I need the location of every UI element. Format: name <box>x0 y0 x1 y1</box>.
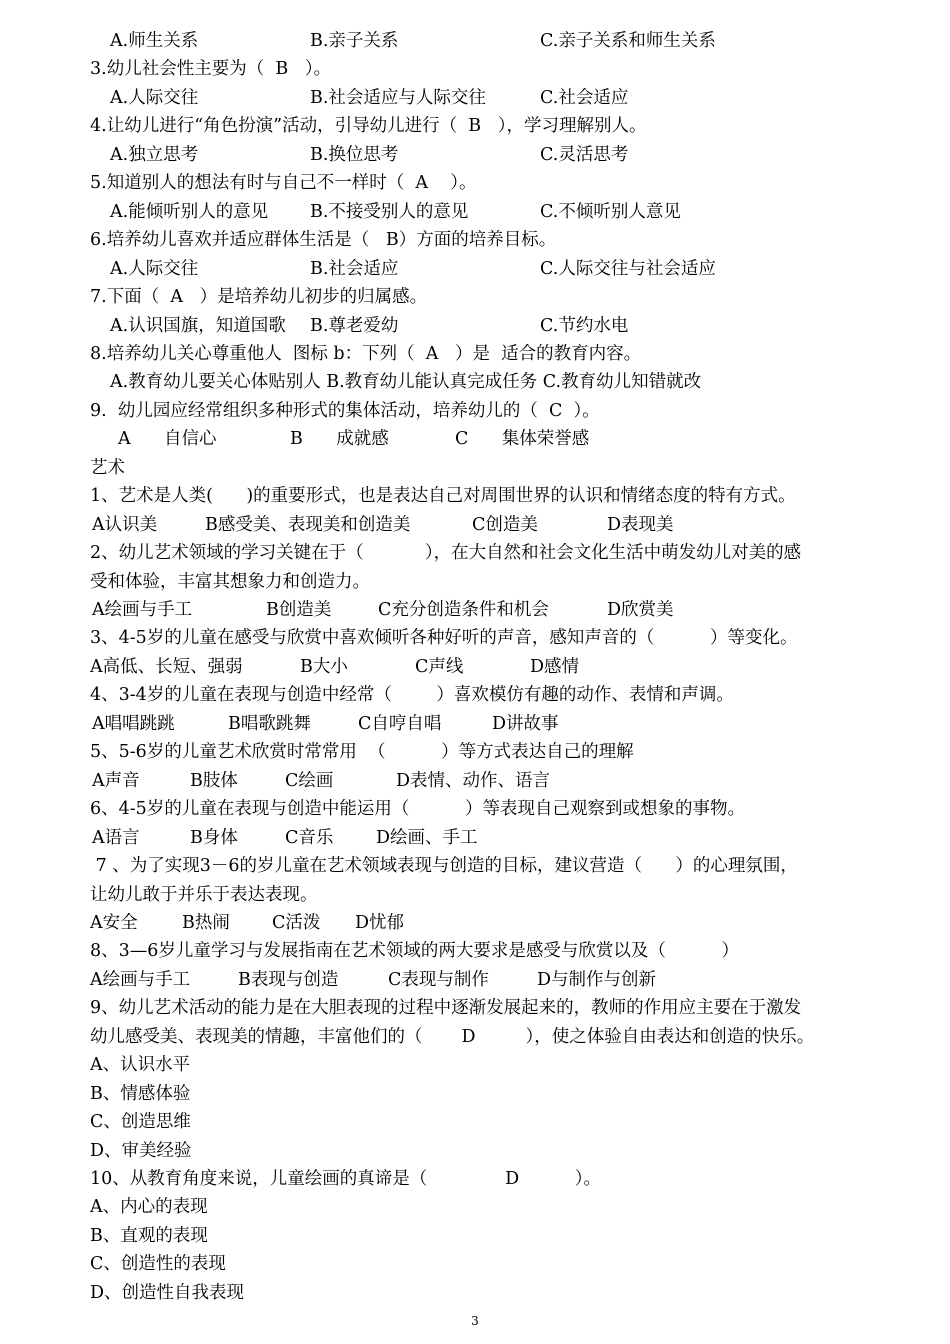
option-text: B肢体 <box>190 770 238 791</box>
text-line: 6.培养幼儿喜欢并适应群体生活是（ B）方面的培养目标。 <box>90 230 557 251</box>
text-line: A、内心的表现 <box>90 1197 208 1218</box>
text-line: 5、5-6岁的儿童艺术欣赏时常常用 （ ）等方式表达自己的理解 <box>90 742 634 763</box>
option-text: B.换位思考 <box>310 144 399 165</box>
option-text: B 成就感 <box>290 429 389 450</box>
option-text: D讲故事 <box>492 713 559 734</box>
option-text: C活泼 <box>272 912 321 933</box>
option-text: C创造美 <box>472 514 538 535</box>
option-text: C声线 <box>415 656 464 677</box>
option-text: D欣赏美 <box>607 600 674 620</box>
option-text: B创造美 <box>266 600 332 620</box>
option-text: A 自信心 <box>118 429 217 450</box>
text-line: 8.培养幼儿关心尊重他人 图标 b：下列（ A ）是 适合的教育内容。 <box>90 343 642 364</box>
option-text: B大小 <box>300 656 348 677</box>
text-line: 艺术 <box>90 457 125 478</box>
option-text: C 集体荣誉感 <box>455 429 590 450</box>
text-line: 4、3-4岁的儿童在表现与创造中经常（ ）喜欢模仿有趣的动作、表情和声调。 <box>90 685 734 706</box>
option-text: C.人际交往与社会适应 <box>540 258 716 279</box>
text-line: 7 、为了实现3－6的岁儿童在艺术领域表现与创造的目标，建议营造（ ）的心理氛围， <box>90 856 798 877</box>
text-line: 幼儿感受美、表现美的情趣，丰富他们的（ D ），使之体验自由表达和创造的快乐。 <box>90 1026 815 1047</box>
option-text: C音乐 <box>285 827 334 848</box>
text-line: 让幼儿敢于并乐于表达表现。 <box>90 884 318 905</box>
text-line: 3、4-5岁的儿童在感受与欣赏中喜欢倾听各种好听的声音，感知声音的（ ）等变化。 <box>90 628 798 649</box>
option-text: C充分创造条件和机会 <box>378 600 549 620</box>
text-line: 2、幼儿艺术领域的学习关键在于（ ），在大自然和社会文化生活中萌发幼儿对美的感 <box>90 543 802 564</box>
option-text: B表现与创造 <box>238 969 339 990</box>
option-text: C自哼自唱 <box>358 713 442 734</box>
text-line: 10、从教育角度来说，儿童绘画的真谛是（ D ）。 <box>90 1169 602 1189</box>
option-text: B.社会适应与人际交往 <box>310 87 486 108</box>
text-line: C、创造思维 <box>90 1112 191 1133</box>
text-line: A.教育幼儿要关心体贴别人 B.教育幼儿能认真完成任务 C.教育幼儿知错就改 <box>110 372 702 393</box>
text-line: B、情感体验 <box>90 1083 191 1104</box>
text-line: 6、4-5岁的儿童在表现与创造中能运用（ ）等表现自己观察到或想象的事物。 <box>90 799 745 820</box>
option-text: D表情、动作、语言 <box>396 770 551 791</box>
option-text: A.能倾听别人的意见 <box>110 201 269 222</box>
option-text: A绘画与手工 <box>90 969 191 990</box>
option-text: B热闹 <box>182 912 230 933</box>
option-text: B.尊老爱幼 <box>310 315 399 336</box>
option-text: C表现与制作 <box>388 969 489 990</box>
option-text: A认识美 <box>92 514 158 535</box>
option-text: A语言 <box>92 827 140 848</box>
option-text: B唱歌跳舞 <box>228 713 311 734</box>
option-text: A.师生关系 <box>110 31 199 51</box>
text-line: 8、3—6岁儿童学习与发展指南在艺术领域的两大要求是感受与欣赏以及（ ） <box>90 941 740 962</box>
text-line: 受和体验，丰富其想象力和创造力。 <box>90 571 370 592</box>
option-text: C.节约水电 <box>540 315 629 336</box>
option-text: A唱唱跳跳 <box>92 713 175 734</box>
option-text: D忧郁 <box>355 912 405 933</box>
text-line: 1、艺术是人类( )的重要形式，也是表达自己对周围世界的认识和情绪态度的特有方式。 <box>90 486 796 507</box>
text-line: 4.让幼儿进行“角色扮演”活动，引导幼儿进行（ B ），学习理解别人。 <box>90 116 647 137</box>
option-text: C绘画 <box>285 770 334 791</box>
option-text: B感受美、表现美和创造美 <box>205 514 411 535</box>
option-text: A高低、长短、强弱 <box>90 656 243 677</box>
option-text: A安全 <box>90 912 138 933</box>
option-text: A.人际交往 <box>110 258 199 279</box>
option-text: B.社会适应 <box>310 258 399 279</box>
text-line: 7.下面（ A ）是培养幼儿初步的归属感。 <box>90 287 428 308</box>
option-text: C.亲子关系和师生关系 <box>540 31 716 51</box>
option-text: D感情 <box>530 656 580 677</box>
text-line: 9、幼儿艺术活动的能力是在大胆表现的过程中逐渐发展起来的，教师的作用应主要在于激发 <box>90 998 802 1019</box>
option-text: C.社会适应 <box>540 87 629 108</box>
option-text: A.认识国旗，知道国歌 <box>110 315 286 336</box>
option-text: A.人际交往 <box>110 87 199 108</box>
text-line: D、创造性自我表现 <box>90 1282 245 1303</box>
option-text: D表现美 <box>607 514 674 535</box>
option-text: B.亲子关系 <box>310 31 399 51</box>
text-line: B、直观的表现 <box>90 1225 208 1246</box>
option-text: B身体 <box>190 827 238 848</box>
option-text: C.灵活思考 <box>540 144 629 165</box>
option-text: A.独立思考 <box>110 144 199 165</box>
option-text: D绘画、手工 <box>376 827 478 848</box>
page-number: 3 <box>471 1314 479 1328</box>
option-text: D与制作与创新 <box>537 969 657 990</box>
option-text: A绘画与手工 <box>92 600 193 620</box>
option-text: A声音 <box>92 770 140 791</box>
text-line: D、审美经验 <box>90 1140 192 1161</box>
option-text: C.不倾听别人意见 <box>540 201 681 222</box>
text-line: A、认识水平 <box>90 1055 191 1076</box>
text-line: 3.幼儿社会性主要为（ B ）。 <box>90 59 332 80</box>
text-line: 5.知道别人的想法有时与自己不一样时（ A ）。 <box>90 173 477 194</box>
text-line: 9. 幼儿园应经常组织多种形式的集体活动，培养幼儿的（ C ）。 <box>90 400 600 421</box>
text-line: C、创造性的表现 <box>90 1254 226 1275</box>
option-text: B.不接受别人的意见 <box>310 201 469 222</box>
